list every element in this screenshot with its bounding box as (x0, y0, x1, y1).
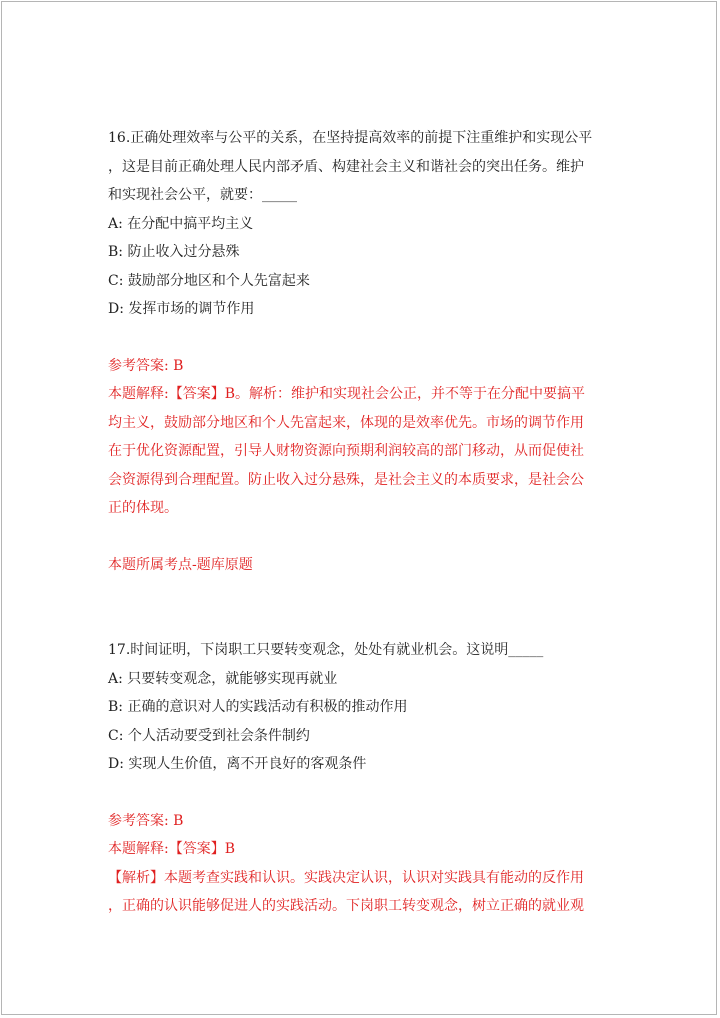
question-stem (108, 636, 608, 665)
stem-line: ，这是目前正确处理人民内部矛盾、构建社会主义和谐社会的突出任务。维护 (108, 158, 584, 175)
stem-line: 17.时间证明，下岗职工只要转变观念，处处有就业机会。这说明_____ (108, 642, 544, 658)
explanation-line: 【解析】本题考查实践和认识。实践决定认识，认识对实践具有能动的反作用 (108, 869, 584, 886)
explanation-line: 均主义，鼓励部分地区和个人先富起来，体现的是效率优先。市场的调节作用 (108, 414, 584, 431)
option-c: C: 鼓励部分地区和个人先富起来 (108, 272, 310, 289)
option-a: A: 只要转变观念，就能够实现再就业 (108, 670, 338, 687)
reference-answer: 参考答案: B (108, 812, 184, 829)
explanation-line: ，正确的认识能够促进人的实践活动。下岗职工转变观念，树立正确的就业观 (108, 898, 584, 914)
stem-line: 和实现社会公平，就要：_____ (108, 187, 297, 203)
options-list (108, 210, 608, 324)
explanation-line: 会资源得到合理配置。防止收入过分悬殊，是社会主义的本质要求，是社会公 (108, 471, 584, 488)
option-b: B: 正确的意识对人的实践活动有积极的推动作用 (108, 699, 408, 715)
options-list (108, 665, 608, 779)
explanation-line: 在于优化资源配置，引导人财物资源向预期利润较高的部门移动，从而促使社 (108, 443, 584, 459)
explanation-line: 本题解释:【答案】B。解析：维护和实现社会公正，并不等于在分配中要搞平 (108, 386, 586, 402)
option-a: A: 在分配中搞平均主义 (108, 215, 254, 232)
document-body (108, 124, 608, 921)
question-17 (108, 636, 608, 921)
question-source: 本题所属考点-题库原题 (108, 556, 253, 573)
option-b: B: 防止收入过分悬殊 (108, 244, 240, 260)
option-d: D: 实现人生价值，离不开良好的客观条件 (108, 756, 367, 772)
question-16 (108, 124, 608, 579)
question-stem (108, 124, 608, 210)
explanation-line: 本题解释:【答案】B (108, 841, 236, 857)
explanation (108, 835, 608, 921)
explanation-line: 正的体现。 (108, 500, 178, 516)
option-d: D: 发挥市场的调节作用 (108, 301, 255, 317)
option-c: C: 个人活动要受到社会条件制约 (108, 727, 310, 744)
reference-answer: 参考答案: B (108, 357, 184, 374)
explanation (108, 380, 608, 523)
stem-line: 16.正确处理效率与公平的关系，在坚持提高效率的前提下注重维护和实现公平 (108, 130, 593, 146)
